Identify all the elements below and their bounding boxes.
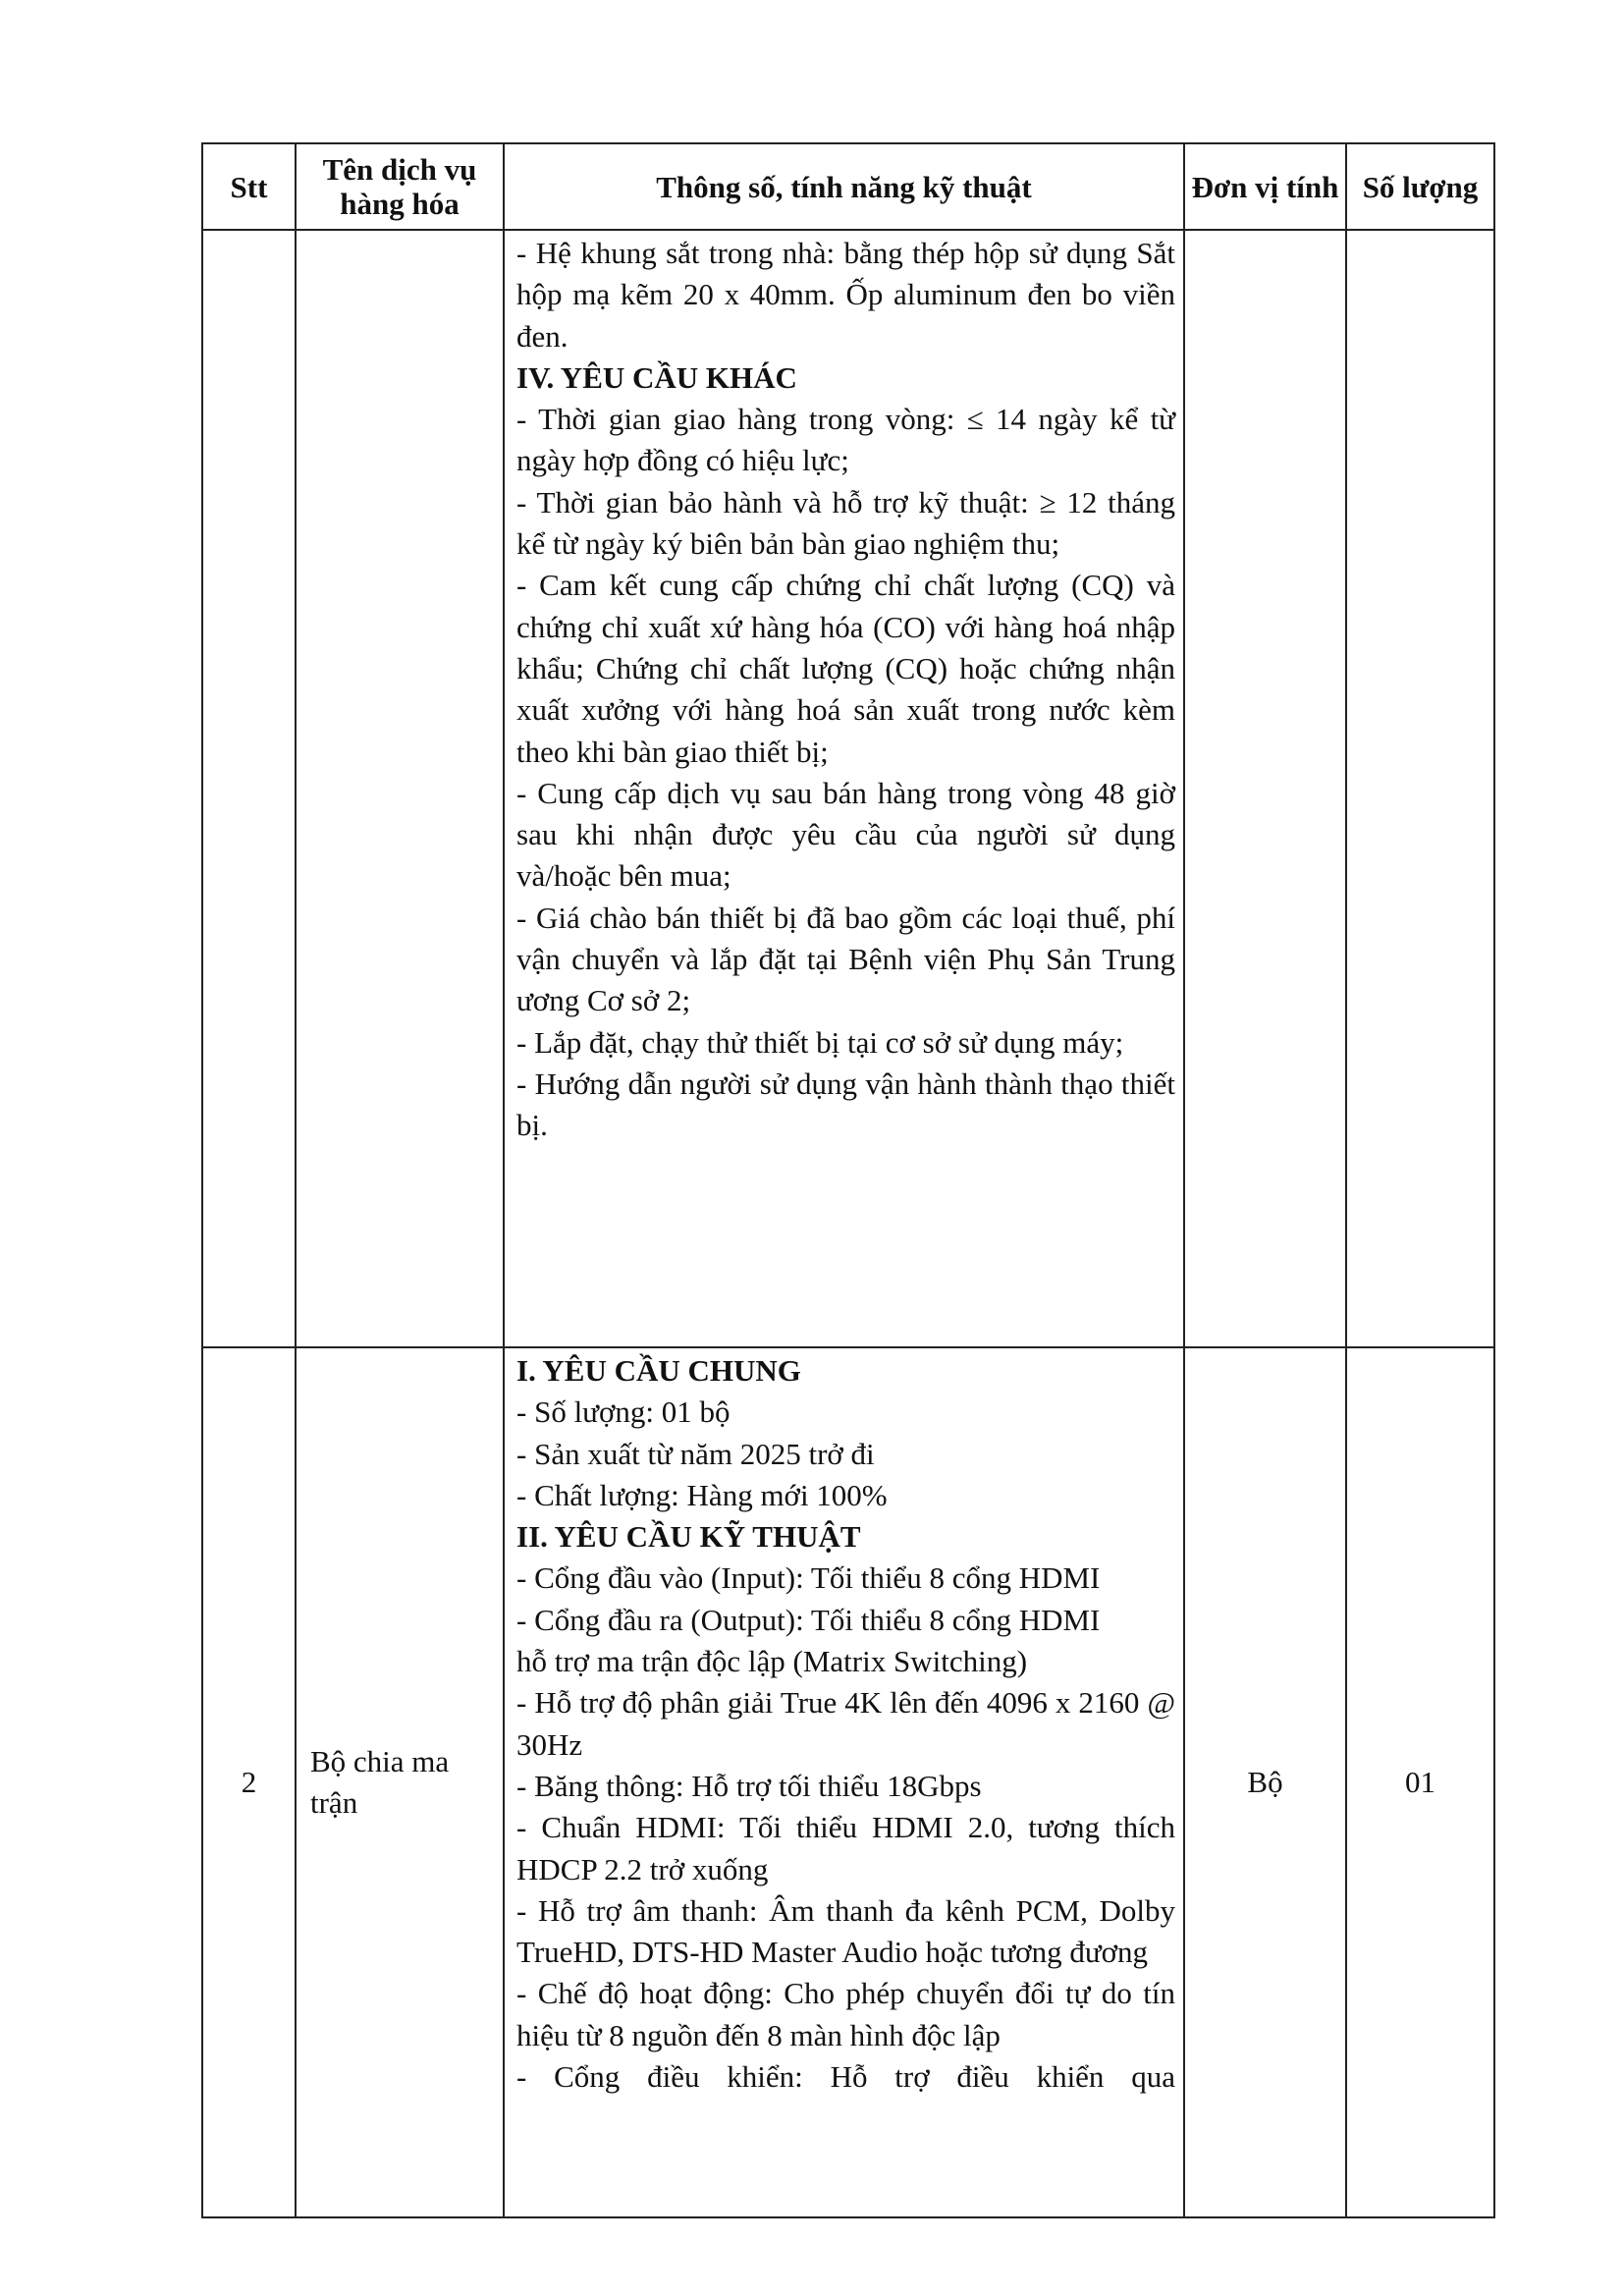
spec-line: - Cam kết cung cấp chứng chỉ chất lượng (CQ) và chứng chỉ xuất xứ hàng hóa (CO) với hàng hoá nhập khẩu; Chứng chỉ chất lượng (CQ) hoặc chứng nhận xuất xưởng với hàng hoá sản xuất trong nước kèm theo khi bàn giao thiết bị; [516,568,1175,769]
spec-line: - Hệ khung sắt trong nhà: bằng thép hộp sử dụng Sắt hộp mạ kẽm 20 x 40mm. Ốp aluminum đen bo viền đen. [516,236,1175,354]
spec-line: - Lắp đặt, chạy thử thiết bị tại cơ sở sử dụng máy; [516,1024,1124,1060]
header-qty: Số lượng [1346,143,1494,230]
cell-stt [202,230,296,1347]
section-heading: II. YÊU CẦU KỸ THUẬT [516,1519,861,1555]
spec-line: - Giá chào bán thiết bị đã bao gồm các loại thuế, phí vận chuyển và lắp đặt tại Bệnh viện Phụ Sản Trung ương Cơ sở 2; [516,900,1175,1018]
cell-name: Bộ chia ma trận [296,1347,504,2217]
spec-line: - Thời gian giao hàng trong vòng: ≤ 14 ngày kể từ ngày hợp đồng có hiệu lực; [516,402,1175,478]
cell-qty: 01 [1346,1347,1494,2217]
cell-unit: Bộ [1184,1347,1346,2217]
spec-line: - Số lượng: 01 bộ [516,1394,731,1430]
spec-line: - Băng thông: Hỗ trợ tối thiểu 18Gbps [516,1768,982,1803]
spec-line: - Cung cấp dịch vụ sau bán hàng trong vòng 48 giờ sau khi nhận được yêu cầu của người sử dụng và/hoặc bên mua; [516,775,1175,894]
spec-line: - Cổng đầu vào (Input): Tối thiểu 8 cổng HDMI [516,1560,1101,1596]
spec-line: hỗ trợ ma trận độc lập (Matrix Switching) [516,1644,1028,1679]
cell-spec [504,230,1184,1347]
cell-unit [1184,230,1346,1347]
spec-line: - Chất lượng: Hàng mới 100% [516,1477,888,1512]
cell-spec [504,1347,1184,2217]
header-spec: Thông số, tính năng kỹ thuật [504,143,1184,230]
spec-line: - Sản xuất từ năm 2025 trở đi [516,1436,875,1471]
spec-line: - Thời gian bảo hành và hỗ trợ kỹ thuật: ≥ 12 tháng kể từ ngày ký biên bản bàn giao nghiệm thu; [516,484,1175,562]
spec-line: - Chế độ hoạt động: Cho phép chuyển đổi tự do tín hiệu từ 8 nguồn đến 8 màn hình độc lập [516,1976,1175,2052]
header-stt: Stt [202,143,296,230]
spec-line: - Cổng đầu ra (Output): Tối thiểu 8 cổng HDMI [516,1602,1101,1637]
cell-qty [1346,230,1494,1347]
table-row [202,230,1494,1347]
spec-line: - Hướng dẫn người sử dụng vận hành thành thạo thiết bị. [516,1066,1175,1143]
spec-line: - Hỗ trợ độ phân giải True 4K lên đến 4096 x 2160 @ 30Hz [516,1685,1175,1762]
spec-line: - Hỗ trợ âm thanh: Âm thanh đa kênh PCM, Dolby TrueHD, DTS-HD Master Audio hoặc tương đương [516,1892,1175,1970]
header-name: Tên dịch vụ hàng hóa [296,143,504,230]
header-unit: Đơn vị tính [1184,143,1346,230]
table-header-row [202,143,1494,230]
table-row [202,1347,1494,2217]
cell-stt: 2 [202,1347,296,2217]
cell-name [296,230,504,1347]
section-heading: I. YÊU CẦU CHUNG [516,1353,801,1388]
spec-table [201,142,1495,2218]
spec-line: - Chuẩn HDMI: Tối thiểu HDMI 2.0, tương thích HDCP 2.2 trở xuống [516,1810,1175,1886]
section-heading: IV. YÊU CẦU KHÁC [516,359,797,395]
spec-line: - Cổng điều khiển: Hỗ trợ điều khiển qua [516,2059,1175,2095]
